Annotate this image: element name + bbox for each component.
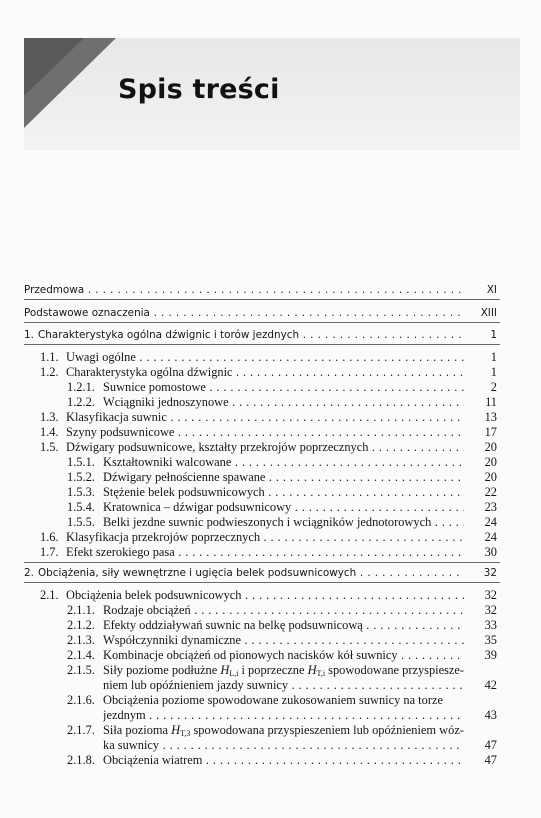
toc-entry-number: 2.1.7.	[67, 723, 95, 737]
divider	[24, 299, 500, 300]
toc-entry-2-1-3[interactable]	[0, 632, 541, 648]
toc-entry-page: 17	[484, 425, 497, 439]
toc-entry-1-5-5[interactable]	[0, 514, 541, 530]
toc-entry-page: 1	[490, 365, 497, 379]
toc-entry-number: 1.2.2.	[67, 395, 95, 409]
toc-entry-page: 24	[484, 515, 497, 529]
toc-entry-number: 1.2.1.	[67, 380, 95, 394]
toc-entry-title: Suwnice pomostowe . . .	[103, 379, 464, 395]
toc-entry-number: 2.1.8.	[67, 753, 95, 767]
toc-entry-title: Obciążenia wiatrem . . .	[103, 752, 464, 768]
toc-entry-title: Rodzaje obciążeń . . .	[103, 602, 464, 618]
toc-entry-1-2-1[interactable]	[0, 379, 541, 395]
toc-entry-title: Klasyfikacja przekrojów poprzecznych . . .	[66, 529, 464, 545]
toc-entry-number: 2.1.5.	[67, 663, 95, 677]
toc-entry-page: 33	[484, 618, 497, 632]
toc-entry-title: Klasyfikacja suwnic . . .	[66, 409, 464, 425]
toc-entry-number: 1.5.1.	[67, 455, 95, 469]
toc-entry-page: 32	[483, 567, 497, 579]
divider	[24, 344, 500, 345]
toc-entry-number: 1.2.	[40, 365, 59, 379]
toc-entry-number: 1.5.5.	[67, 515, 95, 529]
toc-entry-number: 2.1.3.	[67, 633, 95, 647]
toc-entry-2-1-6[interactable]	[0, 692, 541, 708]
toc-entry-number: 2.1.6.	[67, 693, 95, 707]
toc-entry-1-5-1[interactable]	[0, 454, 541, 470]
toc-entry-przedmowa[interactable]	[0, 282, 541, 298]
toc-entry-1-4[interactable]	[0, 424, 541, 440]
toc-entry-chapter-2[interactable]	[0, 565, 541, 581]
toc-entry-1-2[interactable]	[0, 364, 541, 380]
toc-entry-podstawowe-oznaczenia[interactable]	[0, 305, 541, 321]
toc-entry-title: Obciążenia belek podsuwnicowych . . .	[66, 587, 464, 603]
toc-entry-number: 2.1.1.	[67, 603, 95, 617]
toc-entry-1-5[interactable]	[0, 439, 541, 455]
toc-entry-2-1-7[interactable]	[0, 722, 541, 738]
toc-entry-1-5-2[interactable]	[0, 469, 541, 485]
toc-entry-page: 20	[484, 470, 497, 484]
toc-entry-continuation: jezdnym . . .	[103, 707, 464, 723]
toc-entry-2-1-8[interactable]	[0, 752, 541, 768]
toc-entry-continuation: ka suwnicy . . .	[103, 737, 464, 753]
toc-entry-1-7[interactable]	[0, 544, 541, 560]
toc-entry-page: 32	[484, 603, 497, 617]
toc-entry-2-1-5[interactable]	[0, 662, 541, 678]
toc-entry-title: Charakterystyka ogólna dźwignic . . .	[66, 364, 464, 380]
toc-entry-page: 11	[485, 395, 497, 409]
toc-entry-page: 39	[484, 648, 497, 662]
toc-entry-chapter-1[interactable]	[0, 327, 541, 343]
toc-entry-page: XIII	[480, 307, 497, 319]
toc-entry-number: 1.1.	[40, 350, 59, 364]
toc-entry-number: 2.1.4.	[67, 648, 95, 662]
toc-entry-number: 1.5.4.	[67, 500, 95, 514]
toc-entry-page: 13	[484, 410, 497, 424]
toc-entry-title: Belki jezdne suwnic podwieszonych i wciągników jednotorowych . . .	[103, 514, 464, 530]
toc-entry-number: 1.3.	[40, 410, 59, 424]
toc-entry-page: 35	[484, 633, 497, 647]
toc-entry-1-5-3[interactable]	[0, 484, 541, 500]
toc-entry-title: Podstawowe oznaczenia . . .	[24, 305, 464, 321]
toc-entry-title: Kształtowniki walcowane . . .	[103, 454, 464, 470]
toc-entry-page-row	[0, 677, 541, 693]
divider	[24, 582, 500, 583]
toc-entry-continuation: niem lub opóźnieniem jazdy suwnicy . . .	[103, 677, 464, 693]
toc-entry-title: Efekty oddziaływań suwnic na belkę podsuwnicową . . .	[103, 617, 464, 633]
toc-entry-2-1[interactable]	[0, 587, 541, 603]
toc-entry-title: Obciążenia, siły wewnętrzne i ugięcia belek podsuwnicowych . . .	[38, 565, 464, 581]
toc-entry-page: 47	[484, 753, 497, 767]
toc-entry-1-6[interactable]	[0, 529, 541, 545]
divider	[24, 322, 500, 323]
toc-entry-2-1-1[interactable]	[0, 602, 541, 618]
toc-entry-page: 23	[484, 500, 497, 514]
toc-entry-title: Przedmowa . . .	[24, 282, 464, 298]
toc-entry-number: 2.1.2.	[67, 618, 95, 632]
toc-entry-number: 1.7.	[40, 545, 59, 559]
toc-entry-title: Efekt szerokiego pasa . . .	[66, 544, 464, 560]
toc-entry-2-1-4[interactable]	[0, 647, 541, 663]
toc-entry-page: 22	[484, 485, 497, 499]
toc-entry-page-row	[0, 737, 541, 753]
toc-entry-title: Kombinacje obciążeń od pionowych nacisków kół suwnicy . . .	[103, 647, 464, 663]
toc-entry-title: Siły poziome podłużne $H_{L,i}$ i poprzeczne $H_{T,i}$ spowodowane przyspiesze-	[103, 663, 465, 678]
toc-entry-page: 1	[490, 329, 497, 341]
toc-entry-number: 1.	[24, 329, 34, 341]
toc-entry-page: 47	[484, 738, 497, 752]
toc-entry-title: Dźwigary podsuwnicowe, kształty przekrojów poprzecznych . . .	[66, 439, 464, 455]
toc-entry-page: 43	[484, 708, 497, 722]
toc-entry-page: 24	[484, 530, 497, 544]
toc-entry-title: Obciążenia poziome spowodowane zukosowaniem suwnicy na torze	[103, 693, 443, 707]
toc-entry-number: 1.5.3.	[67, 485, 95, 499]
divider	[24, 562, 500, 563]
toc-entry-title: Kratownica – dźwigar podsuwnicowy . . .	[103, 499, 464, 515]
toc-entry-number: 1.5.	[40, 440, 59, 454]
toc-entry-1-5-4[interactable]	[0, 499, 541, 515]
toc-entry-1-1[interactable]	[0, 349, 541, 365]
toc-entry-page: 20	[484, 440, 497, 454]
toc-entry-number: 1.4.	[40, 425, 59, 439]
toc-entry-2-1-2[interactable]	[0, 617, 541, 633]
toc-entry-title: Wciągniki jednoszynowe . . .	[103, 394, 464, 410]
toc-entry-page: XI	[486, 284, 497, 296]
toc-entry-number: 2.1.	[40, 588, 59, 602]
toc-entry-page: 32	[484, 588, 497, 602]
toc-entry-title: Uwagi ogólne . . .	[66, 349, 464, 365]
chapter-title: Spis treści	[118, 74, 280, 105]
toc-entry-title: Współczynniki dynamiczne . . .	[103, 632, 464, 648]
toc-entry-page: 42	[484, 678, 497, 692]
toc-entry-page: 20	[484, 455, 497, 469]
toc-entry-page-row	[0, 707, 541, 723]
toc-entry-title: Charakterystyka ogólna dźwignic i torów jezdnych . . .	[38, 327, 464, 343]
toc-entry-page: 30	[484, 545, 497, 559]
toc-entry-1-3[interactable]	[0, 409, 541, 425]
toc-entry-number: 1.6.	[40, 530, 59, 544]
toc-entry-page: 1	[490, 350, 497, 364]
toc-entry-page: 2	[490, 380, 497, 394]
toc-entry-title: Stężenie belek podsuwnicowych . . .	[103, 484, 464, 500]
toc-entry-number: 1.5.2.	[67, 470, 95, 484]
toc-entry-title: Szyny podsuwnicowe . . .	[66, 424, 464, 440]
toc-entry-title: Siła pozioma $H_{T,3}$ spowodowana przyspieszeniem lub opóźnieniem wóz-	[103, 723, 464, 738]
toc-entry-title: Dźwigary pełnościenne spawane . . .	[103, 469, 464, 485]
toc-entry-number: 2.	[24, 567, 34, 579]
toc-entry-1-2-2[interactable]	[0, 394, 541, 410]
